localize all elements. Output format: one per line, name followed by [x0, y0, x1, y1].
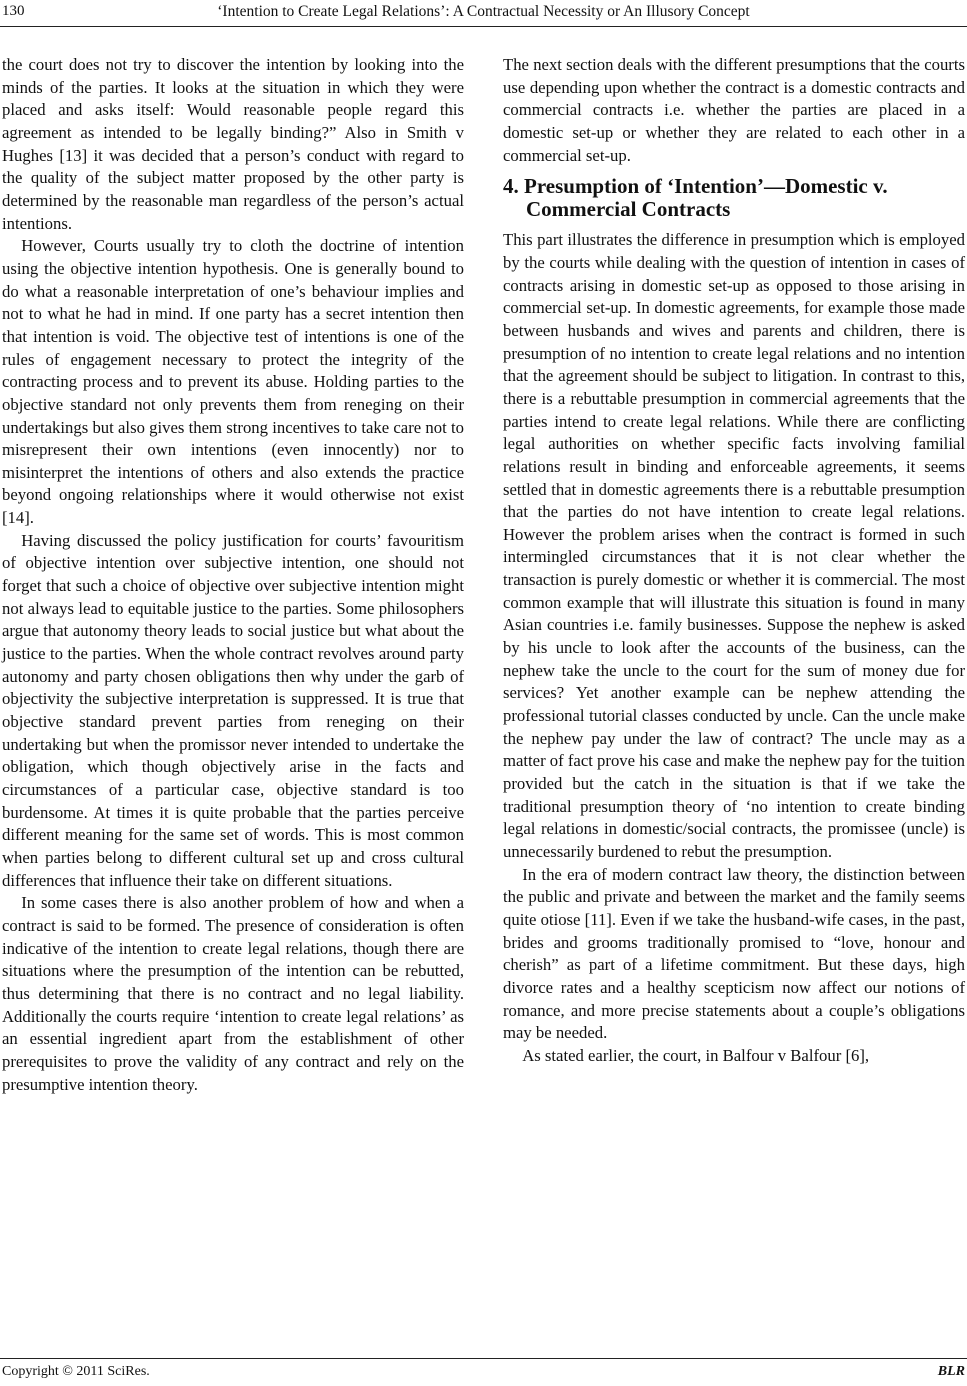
copyright-notice: Copyright © 2011 SciRes. [2, 1364, 150, 1379]
section-heading: 4. Presumption of ‘Intention’—Domestic v. Commercial Contracts [503, 174, 888, 222]
page-header [0, 0, 967, 24]
paragraph: As stated earlier, the court, in Balfour v Balfour [6], [522, 1045, 870, 1065]
right-column [503, 54, 965, 1068]
paragraph: The next section deals with the different presumptions that the courts use depending upon whether the contract is a domestic contracts and commercial contracts i.e. whether the parties are placed in a domestic set-up or whether they are related to each other in a commercial set-up. [503, 55, 965, 165]
paragraph: Having discussed the policy justification for courts’ favouritism of objective intention over subjective intention, one should not forget that such a choice of objective over subjective intention might not always lead to equitable justice to the parties. Some philosophers argue that autonomy theory leads to social justice but what about the justice to the parties. When the whole contract revolves around party autonomy and party chosen obligations then why under the garb of objectivity the subjective interpretation is suppressed. It is true that objective standard prevent parties from reneging on their undertaking but when the promissor never intended to undertake the obligation, which though objectively arise in the facts and circumstances of a particular case, objective standard is too burdensome. At times it is quite probable that the parties perceive different meaning for the same set of words. This is most common when parties belong to different cultural set up and cross cultural differences that influence their take on different situations. [2, 530, 464, 890]
footer-divider [0, 1358, 967, 1359]
header-divider [0, 26, 967, 27]
paragraph: In some cases there is also another problem of how and when a contract is said to be formed. The presence of consideration is often indicative of the intention to create legal relations, though there are situations where the presumption of the intention can be rebutted, thus determining that there is no contract and no legal liability. Additionally the courts require ‘intention to create legal relations’ as an essential ingredient apart from the establishment of other prerequisites to prove the validity of any contract and rely on the presumptive intention theory. [2, 893, 464, 1094]
page-number: 130 [2, 3, 25, 19]
paragraph: In the era of modern contract law theory, the distinction between the public and private and between the market and the family seems quite otiose [11]. Even if we take the husband-wife cases, in the past, brides and grooms traditionally promised to “love, honour and cherish” as part of a lifetime commitment. But these days, high divorce rates and a healthy scepticism now affect our notions of romance, and more precise statements about a couple’s obligations may be needed. [503, 864, 965, 1043]
running-title: ‘Intention to Create Legal Relations’: A Contractual Necessity or An Illusory Concept [217, 3, 750, 20]
paragraph: However, Courts usually try to cloth the doctrine of intention using the objective intention hypothesis. One is generally bound to do what a reasonable interpretation of one’s behaviour implies and not to what he had in mind. If one party has a secret intention then that intention is void. The objective test of intentions is one of the rules of engagement necessary to protect the integrity of the contracting process and to prevent its abuse. Holding parties to the objective standard not only prevents them from reneging on their undertakings but also gives them strong incentives to take care not to misrepresent their own intentions (even innocently) nor to misinterpret the intentions of others and also extends the practice beyond ongoing relationships where it would otherwise not exist [14]. [2, 236, 464, 528]
paragraph: the court does not try to discover the intention by looking into the minds of the parties. It looks at the situation in which they were placed and asks itself: Would reasonable people regard this agreement as intended to be legally binding?” Also in Smith v Hughes [13] it was decided that a person’s conduct with regard to the quality of the subject matter proposed by the other party is determined by the reasonable man regardless of the person’s actual intentions. [2, 55, 464, 233]
left-column [2, 54, 464, 1096]
journal-abbreviation: BLR [937, 1364, 965, 1379]
paragraph: This part illustrates the difference in presumption which is employed by the courts while dealing with the question of intention in cases of contracts arising in domestic set-up as opposed to those arising in commercial set-up. In domestic agreements, for example those made between husbands and wives and parents and children, there is presumption of no intention to create legal relations and no intention that the agreement should be subject to litigation. In contrast to this, there is a rebuttable presumption in commercial agreements that the parties intend to create legal relations. While there are conflicting legal authorities on whether specific facts involving familial relations result in binding and enforceable agreements, it seems settled that in domestic agreements there is a rebuttable presumption that the parties do not have intention to create legal relations. However the problem arises when the contract is formed in such intermingled circumstances that it is not clear whether the transaction is purely domestic or whether it is commercial. The most common example that will illustrate this situation is found in many Asian countries i.e. family businesses. Suppose the nephew is asked by his uncle to look after the accounts of the business, can the nephew take the uncle to the court for the sum of money due for services? Yet another example can be nephew attending the professional tutorial classes conducted by uncle. Can the uncle make the nephew pay under the law of contract? The uncle may as a matter of fact prove his case and make the nephew pay for the tuition provided but the catch in the situation is that if we take the traditional presumption theory of ‘no intention to create binding legal relations in domestic/social contracts, the promissee (uncle) is unnecessarily burdened to rebut the presumption. [503, 230, 965, 861]
